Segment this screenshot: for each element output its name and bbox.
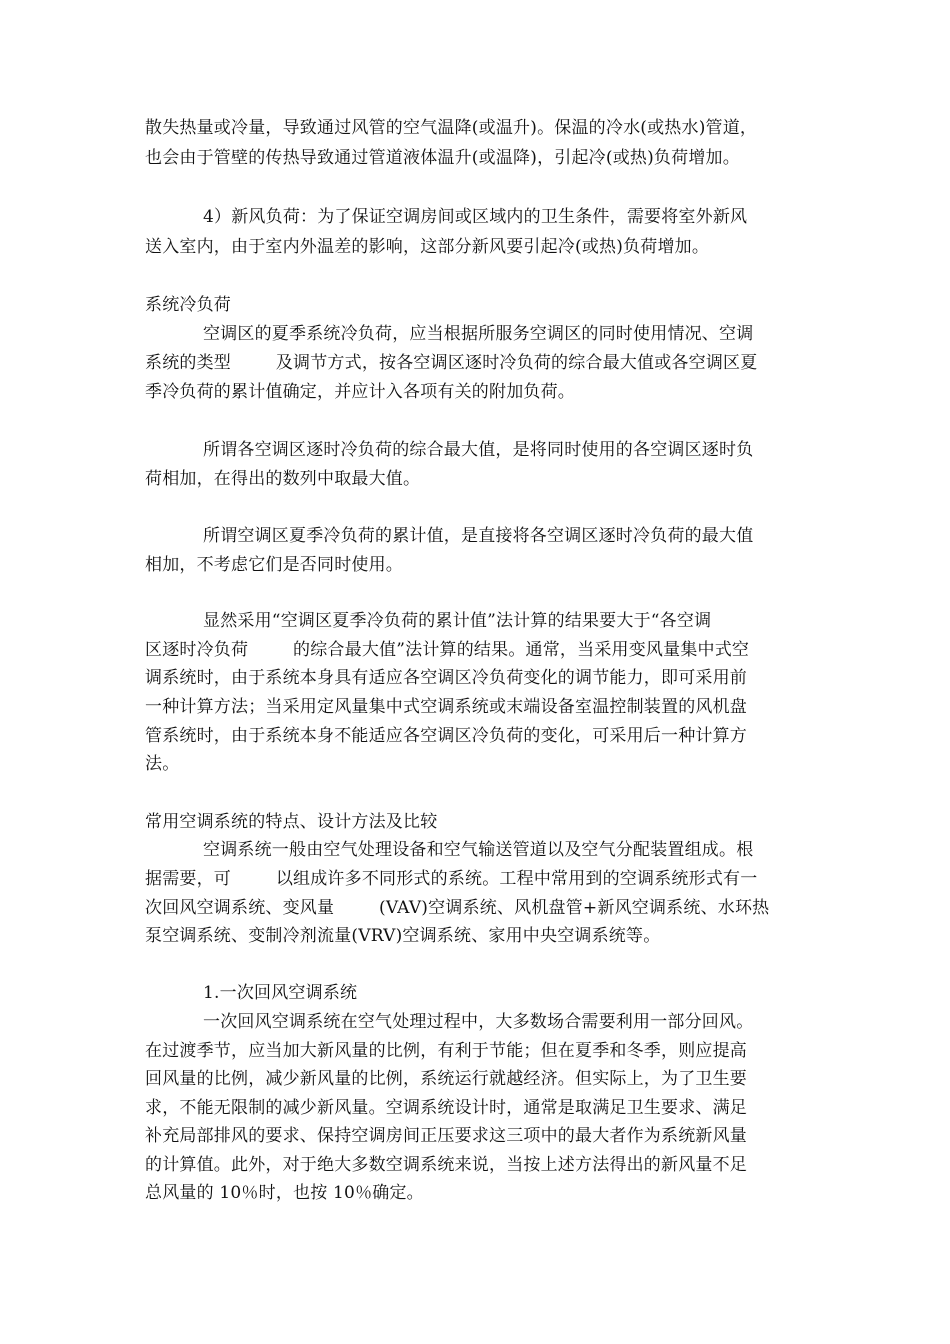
text-line: 相加，不考虑它们是否同时使用。 <box>145 555 403 575</box>
text-line: 的计算值。此外，对于绝大多数空调系统来说，当按上述方法得出的新风量不足 <box>145 1155 747 1175</box>
text-line: 管系统时，由于系统本身不能适应各空调区冷负荷的变化，可采用后一种计算方 <box>145 726 747 746</box>
text-line: 调系统时，由于系统本身具有适应各空调区冷负荷变化的调节能力，即可采用前 <box>145 668 747 688</box>
text-line: 区逐时冷负荷 的综合最大值”法计算的结果。通常，当采用变风量集中式空 <box>145 640 750 660</box>
text-line: 也会由于管壁的传热导致通过管道液体温升(或温降)，引起冷(或热)负荷增加。 <box>145 148 740 168</box>
text-line: 一种计算方法；当采用定风量集中式空调系统或末端设备室温控制装置的风机盘 <box>145 697 747 717</box>
text-line: 在过渡季节，应当加大新风量的比例，有利于节能；但在夏季和冬季，则应提高 <box>145 1041 747 1061</box>
text-line: 系统的类型 及调节方式，按各空调区逐时冷负荷的综合最大值或各空调区夏 <box>145 353 758 373</box>
text-line: 散失热量或冷量，导致通过风管的空气温降(或温升)。保温的冷水(或热水)管道， <box>145 118 758 138</box>
subsection-heading: 1.一次回风空调系统 <box>203 983 358 1003</box>
text-line: 4）新风负荷：为了保证空调房间或区域内的卫生条件，需要将室外新风 <box>203 207 748 227</box>
section-heading: 常用空调系统的特点、设计方法及比较 <box>145 812 438 832</box>
text-line: 所谓空调区夏季冷负荷的累计值，是直接将各空调区逐时冷负荷的最大值 <box>203 526 754 546</box>
text-line: 法。 <box>145 754 180 774</box>
text-line: 空调区的夏季系统冷负荷，应当根据所服务空调区的同时使用情况、空调 <box>203 324 754 344</box>
text-line: 泵空调系统、变制冷剂流量(VRV)空调系统、家用中央空调系统等。 <box>145 926 661 946</box>
text-line: 送入室内，由于室内外温差的影响，这部分新风要引起冷(或热)负荷增加。 <box>145 237 710 257</box>
text-line: 总风量的 10％时，也按 10％确定。 <box>145 1183 424 1203</box>
text-line: 荷相加，在得出的数列中取最大值。 <box>145 469 421 489</box>
text-line: 补充局部排风的要求、保持空调房间正压要求这三项中的最大者作为系统新风量 <box>145 1126 747 1146</box>
text-line: 求，不能无限制的减少新风量。空调系统设计时，通常是取满足卫生要求、满足 <box>145 1098 747 1118</box>
text-line: 空调系统一般由空气处理设备和空气输送管道以及空气分配装置组成。根 <box>203 840 754 860</box>
text-line: 回风量的比例，减少新风量的比例，系统运行就越经济。但实际上，为了卫生要 <box>145 1069 747 1089</box>
text-line: 显然采用“空调区夏季冷负荷的累计值”法计算的结果要大于“各空调 <box>203 611 712 631</box>
text-line: 所谓各空调区逐时冷负荷的综合最大值，是将同时使用的各空调区逐时负 <box>203 440 754 460</box>
text-line: 一次回风空调系统在空气处理过程中，大多数场合需要利用一部分回风。 <box>203 1012 754 1032</box>
text-line: 次回风空调系统、变风量 (VAV)空调系统、风机盘管+新风空调系统、水环热 <box>145 898 770 918</box>
text-line: 季冷负荷的累计值确定，并应计入各项有关的附加负荷。 <box>145 382 575 402</box>
section-heading: 系统冷负荷 <box>145 295 231 315</box>
text-line: 据需要，可 以组成许多不同形式的系统。工程中常用到的空调系统形式有一 <box>145 869 758 889</box>
